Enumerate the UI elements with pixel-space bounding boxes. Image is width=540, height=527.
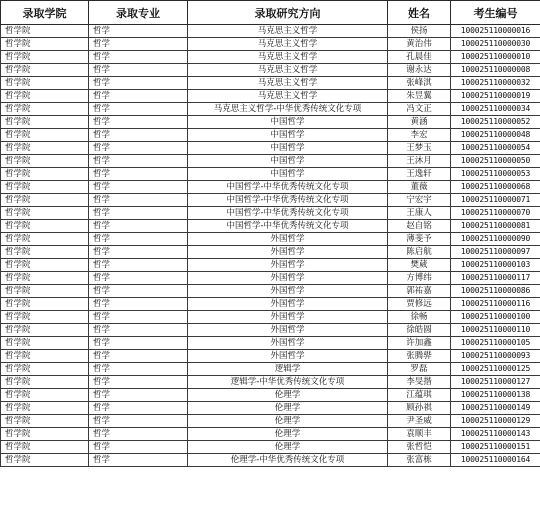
cell-name: 谢永达: [388, 64, 451, 77]
cell-college: 哲学院: [1, 103, 89, 116]
table-row: [1, 25, 540, 38]
cell-direction: 外国哲学: [188, 285, 388, 298]
cell-college: 哲学院: [1, 402, 89, 415]
cell-direction: 伦理学: [188, 415, 388, 428]
cell-college: 哲学院: [1, 25, 89, 38]
cell-name: 李旻揩: [388, 376, 451, 389]
cell-college: 哲学院: [1, 38, 89, 51]
cell-college: 哲学院: [1, 220, 89, 233]
cell-exam-id: 100025110000138: [451, 389, 540, 402]
table-row: [1, 311, 540, 324]
table-row: [1, 64, 540, 77]
cell-college: 哲学院: [1, 168, 89, 181]
cell-major: 哲学: [89, 324, 188, 337]
cell-name: 张峰淇: [388, 77, 451, 90]
cell-direction: 中国哲学: [188, 168, 388, 181]
cell-college: 哲学院: [1, 337, 89, 350]
header-major: 录取专业: [89, 1, 188, 25]
cell-college: 哲学院: [1, 194, 89, 207]
cell-name: 袁顺丰: [388, 428, 451, 441]
cell-direction: 中国哲学-中华优秀传统文化专项: [188, 207, 388, 220]
cell-major: 哲学: [89, 350, 188, 363]
cell-direction: 外国哲学: [188, 246, 388, 259]
cell-name: 张哲恺: [388, 441, 451, 454]
cell-name: 董薇: [388, 181, 451, 194]
cell-college: 哲学院: [1, 90, 89, 103]
header-name: 姓名: [388, 1, 451, 25]
cell-exam-id: 100025110000127: [451, 376, 540, 389]
cell-major: 哲学: [89, 376, 188, 389]
table-row: [1, 38, 540, 51]
cell-name: 孔晨佳: [388, 51, 451, 64]
table-row: [1, 324, 540, 337]
cell-exam-id: 100025110000030: [451, 38, 540, 51]
cell-exam-id: 100025110000110: [451, 324, 540, 337]
cell-college: 哲学院: [1, 415, 89, 428]
cell-college: 哲学院: [1, 259, 89, 272]
cell-direction: 逻辑学: [188, 363, 388, 376]
table-row: [1, 90, 540, 103]
cell-name: 樊葳: [388, 259, 451, 272]
cell-college: 哲学院: [1, 272, 89, 285]
table-row: [1, 142, 540, 155]
cell-major: 哲学: [89, 298, 188, 311]
cell-exam-id: 100025110000129: [451, 415, 540, 428]
cell-exam-id: 100025110000117: [451, 272, 540, 285]
cell-college: 哲学院: [1, 77, 89, 90]
header-college: 录取学院: [1, 1, 89, 25]
cell-major: 哲学: [89, 207, 188, 220]
table-row: [1, 454, 540, 467]
cell-exam-id: 100025110000010: [451, 51, 540, 64]
cell-college: 哲学院: [1, 142, 89, 155]
table-row: [1, 363, 540, 376]
cell-direction: 马克思主义哲学: [188, 77, 388, 90]
cell-major: 哲学: [89, 38, 188, 51]
cell-major: 哲学: [89, 194, 188, 207]
cell-direction: 中国哲学-中华优秀传统文化专项: [188, 220, 388, 233]
cell-college: 哲学院: [1, 155, 89, 168]
cell-exam-id: 100025110000052: [451, 116, 540, 129]
cell-name: 尹圣威: [388, 415, 451, 428]
cell-direction: 中国哲学: [188, 142, 388, 155]
table-row: [1, 51, 540, 64]
cell-major: 哲学: [89, 311, 188, 324]
cell-exam-id: 100025110000103: [451, 259, 540, 272]
header-direction: 录取研究方向: [188, 1, 388, 25]
cell-college: 哲学院: [1, 129, 89, 142]
cell-major: 哲学: [89, 25, 188, 38]
cell-major: 哲学: [89, 64, 188, 77]
cell-major: 哲学: [89, 51, 188, 64]
cell-name: 王逸轩: [388, 168, 451, 181]
cell-college: 哲学院: [1, 233, 89, 246]
cell-exam-id: 100025110000093: [451, 350, 540, 363]
cell-name: 宁宏宇: [388, 194, 451, 207]
table-row: [1, 155, 540, 168]
cell-name: 李宏: [388, 129, 451, 142]
cell-direction: 伦理学: [188, 389, 388, 402]
cell-direction: 伦理学: [188, 402, 388, 415]
cell-exam-id: 100025110000070: [451, 207, 540, 220]
cell-major: 哲学: [89, 220, 188, 233]
cell-direction: 外国哲学: [188, 272, 388, 285]
cell-major: 哲学: [89, 337, 188, 350]
cell-direction: 外国哲学: [188, 233, 388, 246]
cell-direction: 外国哲学: [188, 298, 388, 311]
cell-exam-id: 100025110000034: [451, 103, 540, 116]
cell-name: 罗磊: [388, 363, 451, 376]
cell-college: 哲学院: [1, 51, 89, 64]
cell-exam-id: 100025110000116: [451, 298, 540, 311]
cell-direction: 外国哲学: [188, 259, 388, 272]
cell-name: 江蕴琪: [388, 389, 451, 402]
cell-name: 张腾骅: [388, 350, 451, 363]
cell-college: 哲学院: [1, 116, 89, 129]
cell-major: 哲学: [89, 77, 188, 90]
cell-college: 哲学院: [1, 441, 89, 454]
table-row: [1, 77, 540, 90]
cell-major: 哲学: [89, 155, 188, 168]
table-row: [1, 233, 540, 246]
cell-exam-id: 100025110000105: [451, 337, 540, 350]
cell-major: 哲学: [89, 285, 188, 298]
table-row: [1, 168, 540, 181]
cell-name: 冯文正: [388, 103, 451, 116]
cell-exam-id: 100025110000016: [451, 25, 540, 38]
table-row: [1, 415, 540, 428]
cell-major: 哲学: [89, 259, 188, 272]
table-row: [1, 129, 540, 142]
cell-major: 哲学: [89, 428, 188, 441]
table-row: [1, 441, 540, 454]
table-row: [1, 350, 540, 363]
cell-name: 侯扬: [388, 25, 451, 38]
cell-major: 哲学: [89, 441, 188, 454]
cell-college: 哲学院: [1, 285, 89, 298]
cell-exam-id: 100025110000054: [451, 142, 540, 155]
cell-name: 陈启航: [388, 246, 451, 259]
cell-direction: 中国哲学-中华优秀传统文化专项: [188, 194, 388, 207]
cell-exam-id: 100025110000053: [451, 168, 540, 181]
cell-major: 哲学: [89, 103, 188, 116]
cell-major: 哲学: [89, 233, 188, 246]
cell-direction: 马克思主义哲学: [188, 38, 388, 51]
cell-major: 哲学: [89, 402, 188, 415]
cell-major: 哲学: [89, 363, 188, 376]
cell-direction: 马克思主义哲学: [188, 25, 388, 38]
cell-direction: 马克思主义哲学: [188, 90, 388, 103]
cell-direction: 中国哲学-中华优秀传统文化专项: [188, 181, 388, 194]
cell-name: 顾孙祺: [388, 402, 451, 415]
cell-direction: 外国哲学: [188, 311, 388, 324]
cell-direction: 马克思主义哲学: [188, 51, 388, 64]
cell-college: 哲学院: [1, 246, 89, 259]
cell-name: 方博纬: [388, 272, 451, 285]
cell-major: 哲学: [89, 116, 188, 129]
cell-major: 哲学: [89, 90, 188, 103]
table-row: [1, 389, 540, 402]
cell-name: 赵自铭: [388, 220, 451, 233]
table-row: [1, 272, 540, 285]
cell-direction: 马克思主义哲学-中华优秀传统文化专项: [188, 103, 388, 116]
table-row: [1, 402, 540, 415]
cell-direction: 伦理学: [188, 441, 388, 454]
cell-major: 哲学: [89, 454, 188, 467]
table-body: [1, 25, 540, 467]
cell-direction: 伦理学: [188, 428, 388, 441]
cell-name: 黄涵: [388, 116, 451, 129]
table-row: [1, 285, 540, 298]
cell-name: 徐畅: [388, 311, 451, 324]
cell-name: 郭祐嘉: [388, 285, 451, 298]
cell-name: 王沐月: [388, 155, 451, 168]
cell-exam-id: 100025110000149: [451, 402, 540, 415]
table-row: [1, 103, 540, 116]
cell-name: 许加鑫: [388, 337, 451, 350]
cell-exam-id: 100025110000086: [451, 285, 540, 298]
cell-direction: 伦理学-中华优秀传统文化专项: [188, 454, 388, 467]
cell-college: 哲学院: [1, 363, 89, 376]
table-row: [1, 246, 540, 259]
cell-exam-id: 100025110000068: [451, 181, 540, 194]
cell-name: 王康人: [388, 207, 451, 220]
cell-college: 哲学院: [1, 350, 89, 363]
table-row: [1, 337, 540, 350]
cell-exam-id: 100025110000019: [451, 90, 540, 103]
cell-college: 哲学院: [1, 311, 89, 324]
cell-exam-id: 100025110000081: [451, 220, 540, 233]
cell-exam-id: 100025110000164: [451, 454, 540, 467]
cell-direction: 逻辑学-中华优秀传统文化专项: [188, 376, 388, 389]
table-row: [1, 116, 540, 129]
cell-college: 哲学院: [1, 428, 89, 441]
cell-exam-id: 100025110000100: [451, 311, 540, 324]
cell-major: 哲学: [89, 389, 188, 402]
cell-major: 哲学: [89, 246, 188, 259]
cell-college: 哲学院: [1, 181, 89, 194]
cell-college: 哲学院: [1, 376, 89, 389]
cell-exam-id: 100025110000125: [451, 363, 540, 376]
table-row: [1, 298, 540, 311]
cell-exam-id: 100025110000050: [451, 155, 540, 168]
table-row: [1, 259, 540, 272]
cell-direction: 马克思主义哲学: [188, 64, 388, 77]
table-header-row: [1, 1, 540, 25]
cell-exam-id: 100025110000143: [451, 428, 540, 441]
cell-name: 朱昱翼: [388, 90, 451, 103]
cell-college: 哲学院: [1, 64, 89, 77]
cell-direction: 中国哲学: [188, 129, 388, 142]
cell-major: 哲学: [89, 272, 188, 285]
cell-college: 哲学院: [1, 207, 89, 220]
cell-college: 哲学院: [1, 389, 89, 402]
cell-name: 张富栋: [388, 454, 451, 467]
cell-direction: 外国哲学: [188, 324, 388, 337]
cell-name: 薄斐予: [388, 233, 451, 246]
cell-major: 哲学: [89, 181, 188, 194]
cell-exam-id: 100025110000048: [451, 129, 540, 142]
cell-major: 哲学: [89, 142, 188, 155]
cell-name: 贾修远: [388, 298, 451, 311]
table-row: [1, 376, 540, 389]
cell-name: 黄治伟: [388, 38, 451, 51]
cell-college: 哲学院: [1, 324, 89, 337]
table-row: [1, 207, 540, 220]
cell-direction: 外国哲学: [188, 350, 388, 363]
cell-exam-id: 100025110000090: [451, 233, 540, 246]
cell-direction: 外国哲学: [188, 337, 388, 350]
cell-major: 哲学: [89, 415, 188, 428]
cell-exam-id: 100025110000097: [451, 246, 540, 259]
header-exam-id: 考生编号: [451, 1, 540, 25]
table-row: [1, 181, 540, 194]
cell-college: 哲学院: [1, 454, 89, 467]
cell-major: 哲学: [89, 168, 188, 181]
cell-direction: 中国哲学: [188, 116, 388, 129]
table-row: [1, 428, 540, 441]
cell-exam-id: 100025110000032: [451, 77, 540, 90]
cell-exam-id: 100025110000071: [451, 194, 540, 207]
table-row: [1, 194, 540, 207]
cell-exam-id: 100025110000151: [451, 441, 540, 454]
cell-name: 王梦玉: [388, 142, 451, 155]
cell-major: 哲学: [89, 129, 188, 142]
cell-exam-id: 100025110000008: [451, 64, 540, 77]
cell-college: 哲学院: [1, 298, 89, 311]
cell-direction: 中国哲学: [188, 155, 388, 168]
cell-name: 徐皓圆: [388, 324, 451, 337]
table-row: [1, 220, 540, 233]
